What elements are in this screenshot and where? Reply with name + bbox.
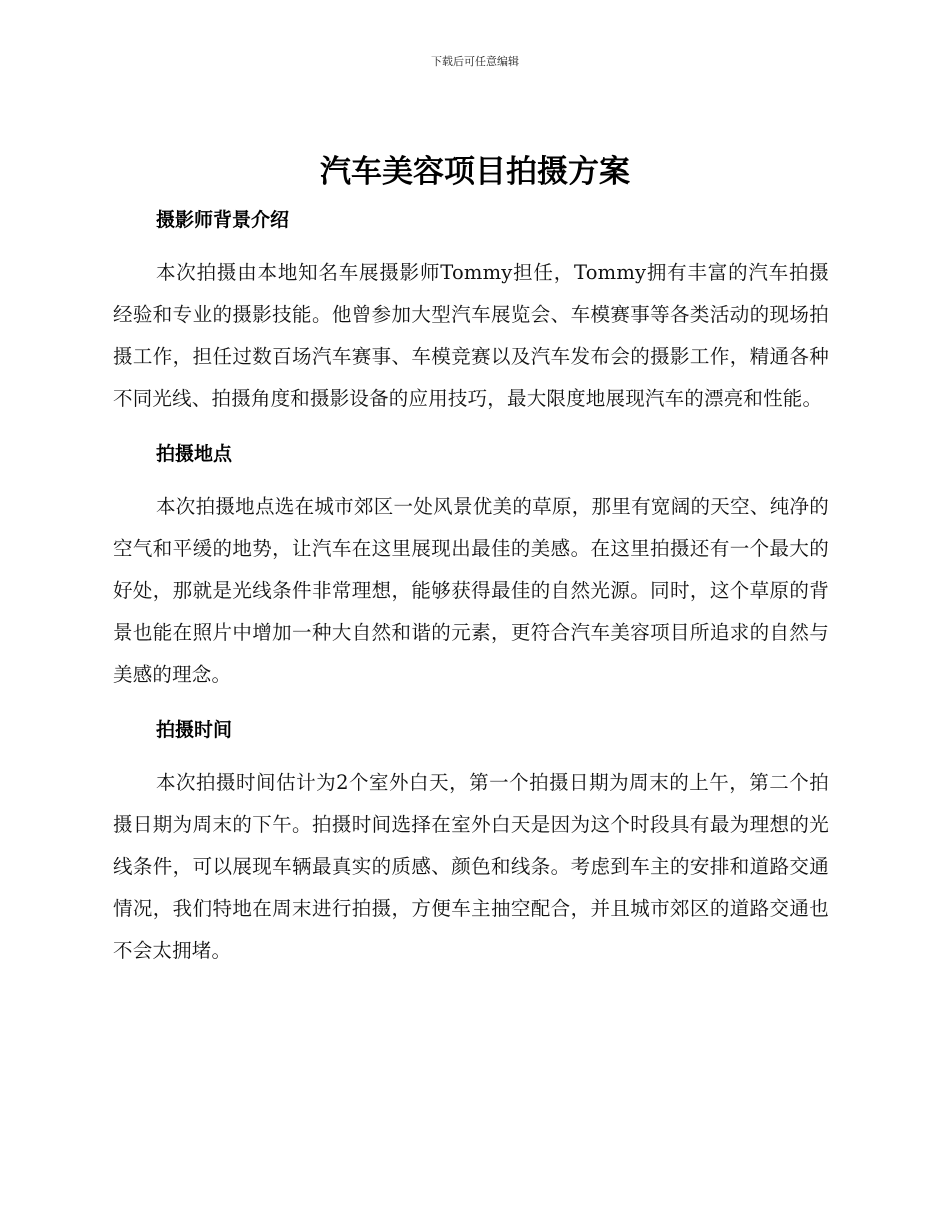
header-note: 下载后可任意编辑 — [431, 55, 519, 68]
document-title: 汽车美容项目拍摄方案 — [320, 154, 630, 190]
section-shooting-time — [113, 710, 829, 972]
section-shooting-location — [113, 434, 829, 696]
section-paragraph: 本次拍摄时间估计为2个室外白天，第一个拍摄日期为周末的上午，第二个拍摄日期为周末的下午。拍摄时间选择在室外白天是因为这个时段具有最为理想的光线条件，可以展现车辆最真实的质感、颜色和线条。考虑到车主的安排和道路交通情况，我们特地在周末进行拍摄，方便车主抽空配合，并且城市郊区的道路交通也不会太拥堵。 — [113, 771, 829, 962]
document-body — [113, 200, 829, 986]
section-paragraph: 本次拍摄地点选在城市郊区一处风景优美的草原，那里有宽阔的天空、纯净的空气和平缓的地势，让汽车在这里展现出最佳的美感。在这里拍摄还有一个最大的好处，那就是光线条件非常理想，能够获得最佳的自然光源。同时，这个草原的背景也能在照片中增加一种大自然和谐的元素，更符合汽车美容项目所追求的自然与美感的理念。 — [113, 495, 829, 686]
section-heading: 拍摄地点 — [156, 443, 233, 465]
section-paragraph: 本次拍摄由本地知名车展摄影师Tommy担任，Tommy拥有丰富的汽车拍摄经验和专业的摄影技能。他曾参加大型汽车展览会、车模赛事等各类活动的现场拍摄工作，担任过数百场汽车赛事、车模竞赛以及汽车发布会的摄影工作，精通各种不同光线、拍摄角度和摄影设备的应用技巧，最大限度地展现汽车的漂亮和性能。 — [113, 261, 829, 410]
section-heading: 拍摄时间 — [156, 719, 233, 741]
section-heading: 摄影师背景介绍 — [156, 209, 290, 231]
section-photographer-background — [113, 200, 829, 420]
